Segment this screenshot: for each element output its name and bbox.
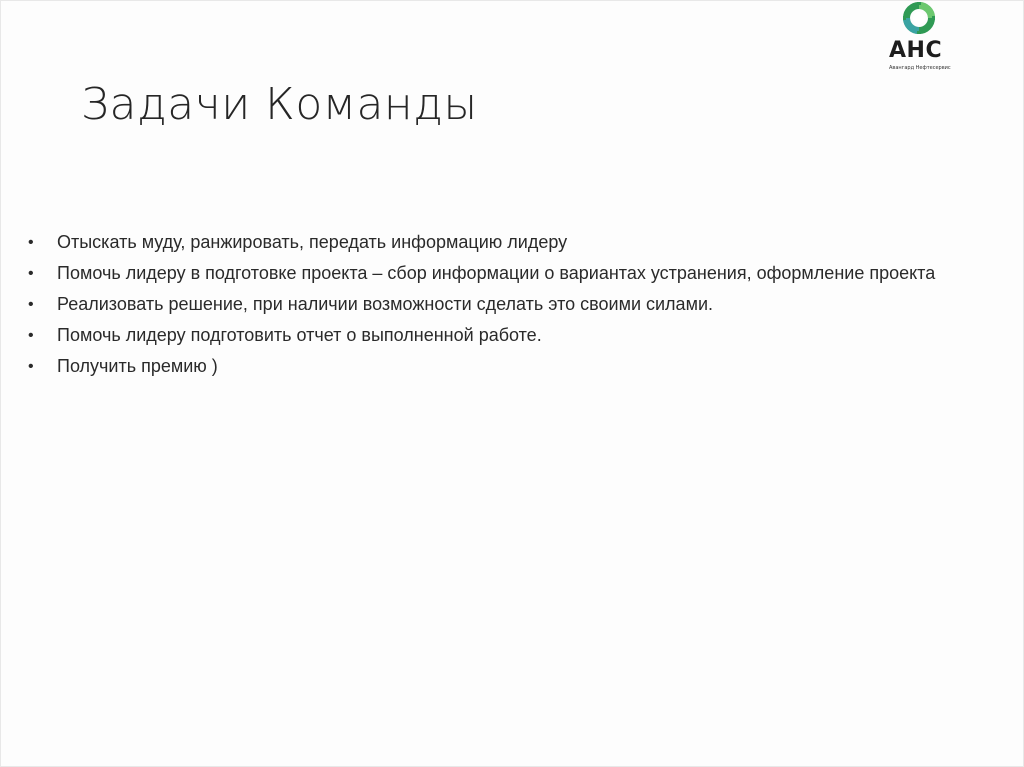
list-item-text: Реализовать решение, при наличии возможности сделать это своими силами. xyxy=(57,294,713,314)
list-item-text: Помочь лидеру в подготовке проекта – сбор информации о вариантах устранения, оформление проекта xyxy=(57,263,936,283)
bullet-icon: • xyxy=(28,296,34,313)
logo-wordmark: АНС xyxy=(889,38,943,63)
list-item-text: Помочь лидеру подготовить отчет о выполненной работе. xyxy=(57,325,542,345)
company-logo xyxy=(883,1,957,77)
list-item xyxy=(25,351,985,382)
list-item xyxy=(25,227,985,258)
list-item xyxy=(25,289,985,320)
bullet-icon: • xyxy=(28,234,34,251)
list-item-text: Отыскать муду, ранжировать, передать информацию лидеру xyxy=(57,232,568,252)
bullet-icon: • xyxy=(28,358,34,375)
gear-ring-icon xyxy=(903,2,935,34)
list-item-text: Получить премию ) xyxy=(57,356,218,376)
bullet-icon: • xyxy=(28,265,34,282)
list-item xyxy=(25,320,985,351)
task-list xyxy=(25,227,985,382)
logo-tagline: Авангард Нефтесервис xyxy=(889,65,951,71)
bullet-icon: • xyxy=(28,327,34,344)
list-item xyxy=(25,258,985,289)
slide-title: Задачи Команды xyxy=(81,79,478,130)
